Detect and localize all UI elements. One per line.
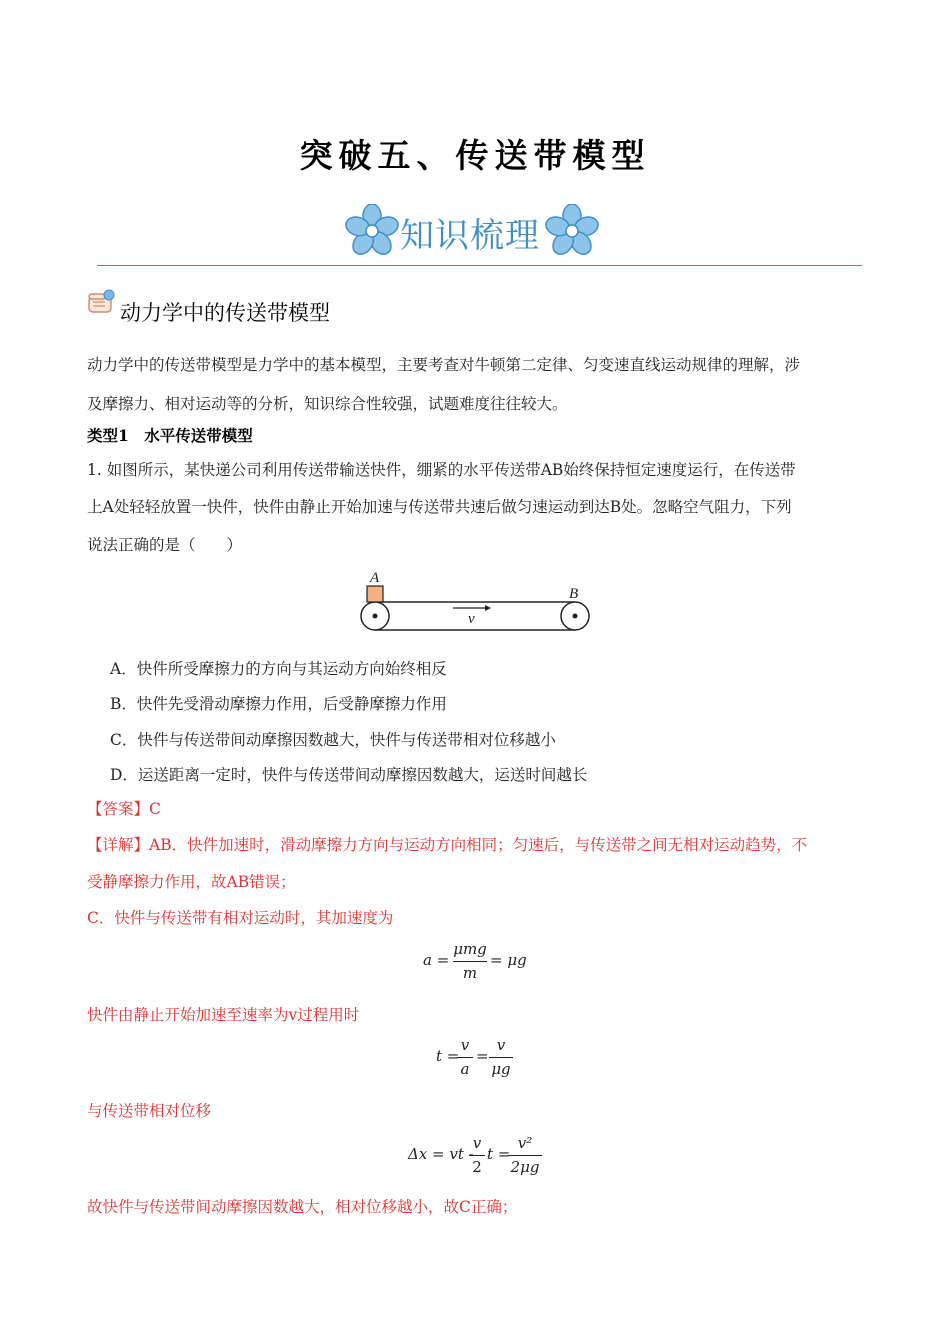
page-title: 突破五、传送带模型 [299, 136, 651, 175]
label-v: v [468, 611, 475, 627]
option-b: B．快件先受滑动摩擦力作用，后受静摩擦力作用 [110, 695, 447, 713]
option-d: D．运送距离一定时，快件与传送带间动摩擦因数越大，运送时间越长 [110, 766, 588, 784]
package-box [367, 586, 383, 602]
detail-line: 受静摩擦力作用，故AB错误； [87, 873, 296, 891]
question-line: 说法正确的是（ ） [87, 536, 243, 554]
hand-pointer-icon [87, 288, 119, 318]
detail-line: C．快件与传送带有相对运动时，其加速度为 [87, 909, 394, 927]
section-divider [97, 265, 862, 266]
detail-line: 快件由静止开始加速至速率为v过程用时 [87, 1006, 360, 1024]
conveyor-belt-diagram [355, 567, 595, 637]
label-a: A [370, 570, 380, 586]
label-b: B [569, 586, 579, 602]
detail-line: 【详解】AB．快件加速时，滑动摩擦力方向与运动方向相同；匀速后，与传送带之间无相对运动趋势，不 [87, 836, 808, 854]
answer [87, 799, 161, 819]
detail-line: 故快件与传送带间动摩擦因数越大，相对位移越小，故C正确； [87, 1198, 518, 1216]
detail-label: 【详解】 [87, 836, 150, 854]
document-page: 突破五、传送带模型 知识梳理 动力学中的传送带模型 动力学中的传送带模型是力学中的基本模型，主要考查对牛顿第二定律、匀变速直线运动规律的理解，涉 及摩擦力、相对运动等的分析，知识综合性较强，试题难度往往较大。 类型1 水平传送带模型 1. 如图所示，某快递公司利用传送带输送快件，绷紧的水平传送带AB始终保持恒定速度运行，在传送带 上A处轻轻放置一快件，快件由静止开始加速与传送带共速后做匀速运动到达B处。忽略空气阻力，下列 说法正确的是（ ） A B v A．快件所受摩擦力的方向与其运动方向始终相反 B．快件先受滑动摩擦力作用，后受静摩擦力作用 C．快件与传送带间动摩擦因数越大，快件与传送带相对位移越小 D．运送距离一定时，快件与传送带间动摩擦因数越大，运送时间越长 【答案】C 【详解】AB．快件加速时，滑动摩擦力方向与运动方向相同；匀速后，与传送带之间无相对运动趋势，不 受静摩擦力作用，故AB错误； C．快件与传送带有相对运动时，其加速度为 a = μmg m = μg 快件由静止开始加速至速率为v过程用时 t = v a = v μg 与传送带相对位移 Δx = vt - v 2 t = v² 2μg 故快件与传送带间动摩擦因数越大，相对位移越小，故C正确； [0, 0, 950, 1344]
answer-value: C [149, 800, 161, 818]
answer-label: 【答案】 [87, 800, 150, 818]
section-title: 动力学中的传送带模型 [120, 301, 330, 325]
section-banner [345, 200, 600, 262]
intro-line: 动力学中的传送带模型是力学中的基本模型，主要考查对牛顿第二定律、匀变速直线运动规律的理解，涉 [87, 356, 801, 374]
option-a: A．快件所受摩擦力的方向与其运动方向始终相反 [110, 660, 447, 678]
flower-icon [545, 204, 599, 258]
question-line: 上A处轻轻放置一快件，快件由静止开始加速与传送带共速后做匀速运动到达B处。忽略空气阻力，下列 [87, 498, 792, 516]
option-c: C．快件与传送带间动摩擦因数越大，快件与传送带相对位移越小 [110, 731, 556, 749]
question-line: 1. 如图所示，某快递公司利用传送带输送快件，绷紧的水平传送带AB始终保持恒定速度运行，在传送带 [87, 461, 796, 479]
intro-line: 及摩擦力、相对运动等的分析，知识综合性较强，试题难度往往较大。 [87, 395, 568, 413]
type-heading: 类型1 水平传送带模型 [87, 426, 253, 445]
flower-icon [345, 204, 399, 258]
banner-text: 知识梳理 [400, 216, 540, 256]
detail-line: 与传送带相对位移 [87, 1102, 212, 1120]
